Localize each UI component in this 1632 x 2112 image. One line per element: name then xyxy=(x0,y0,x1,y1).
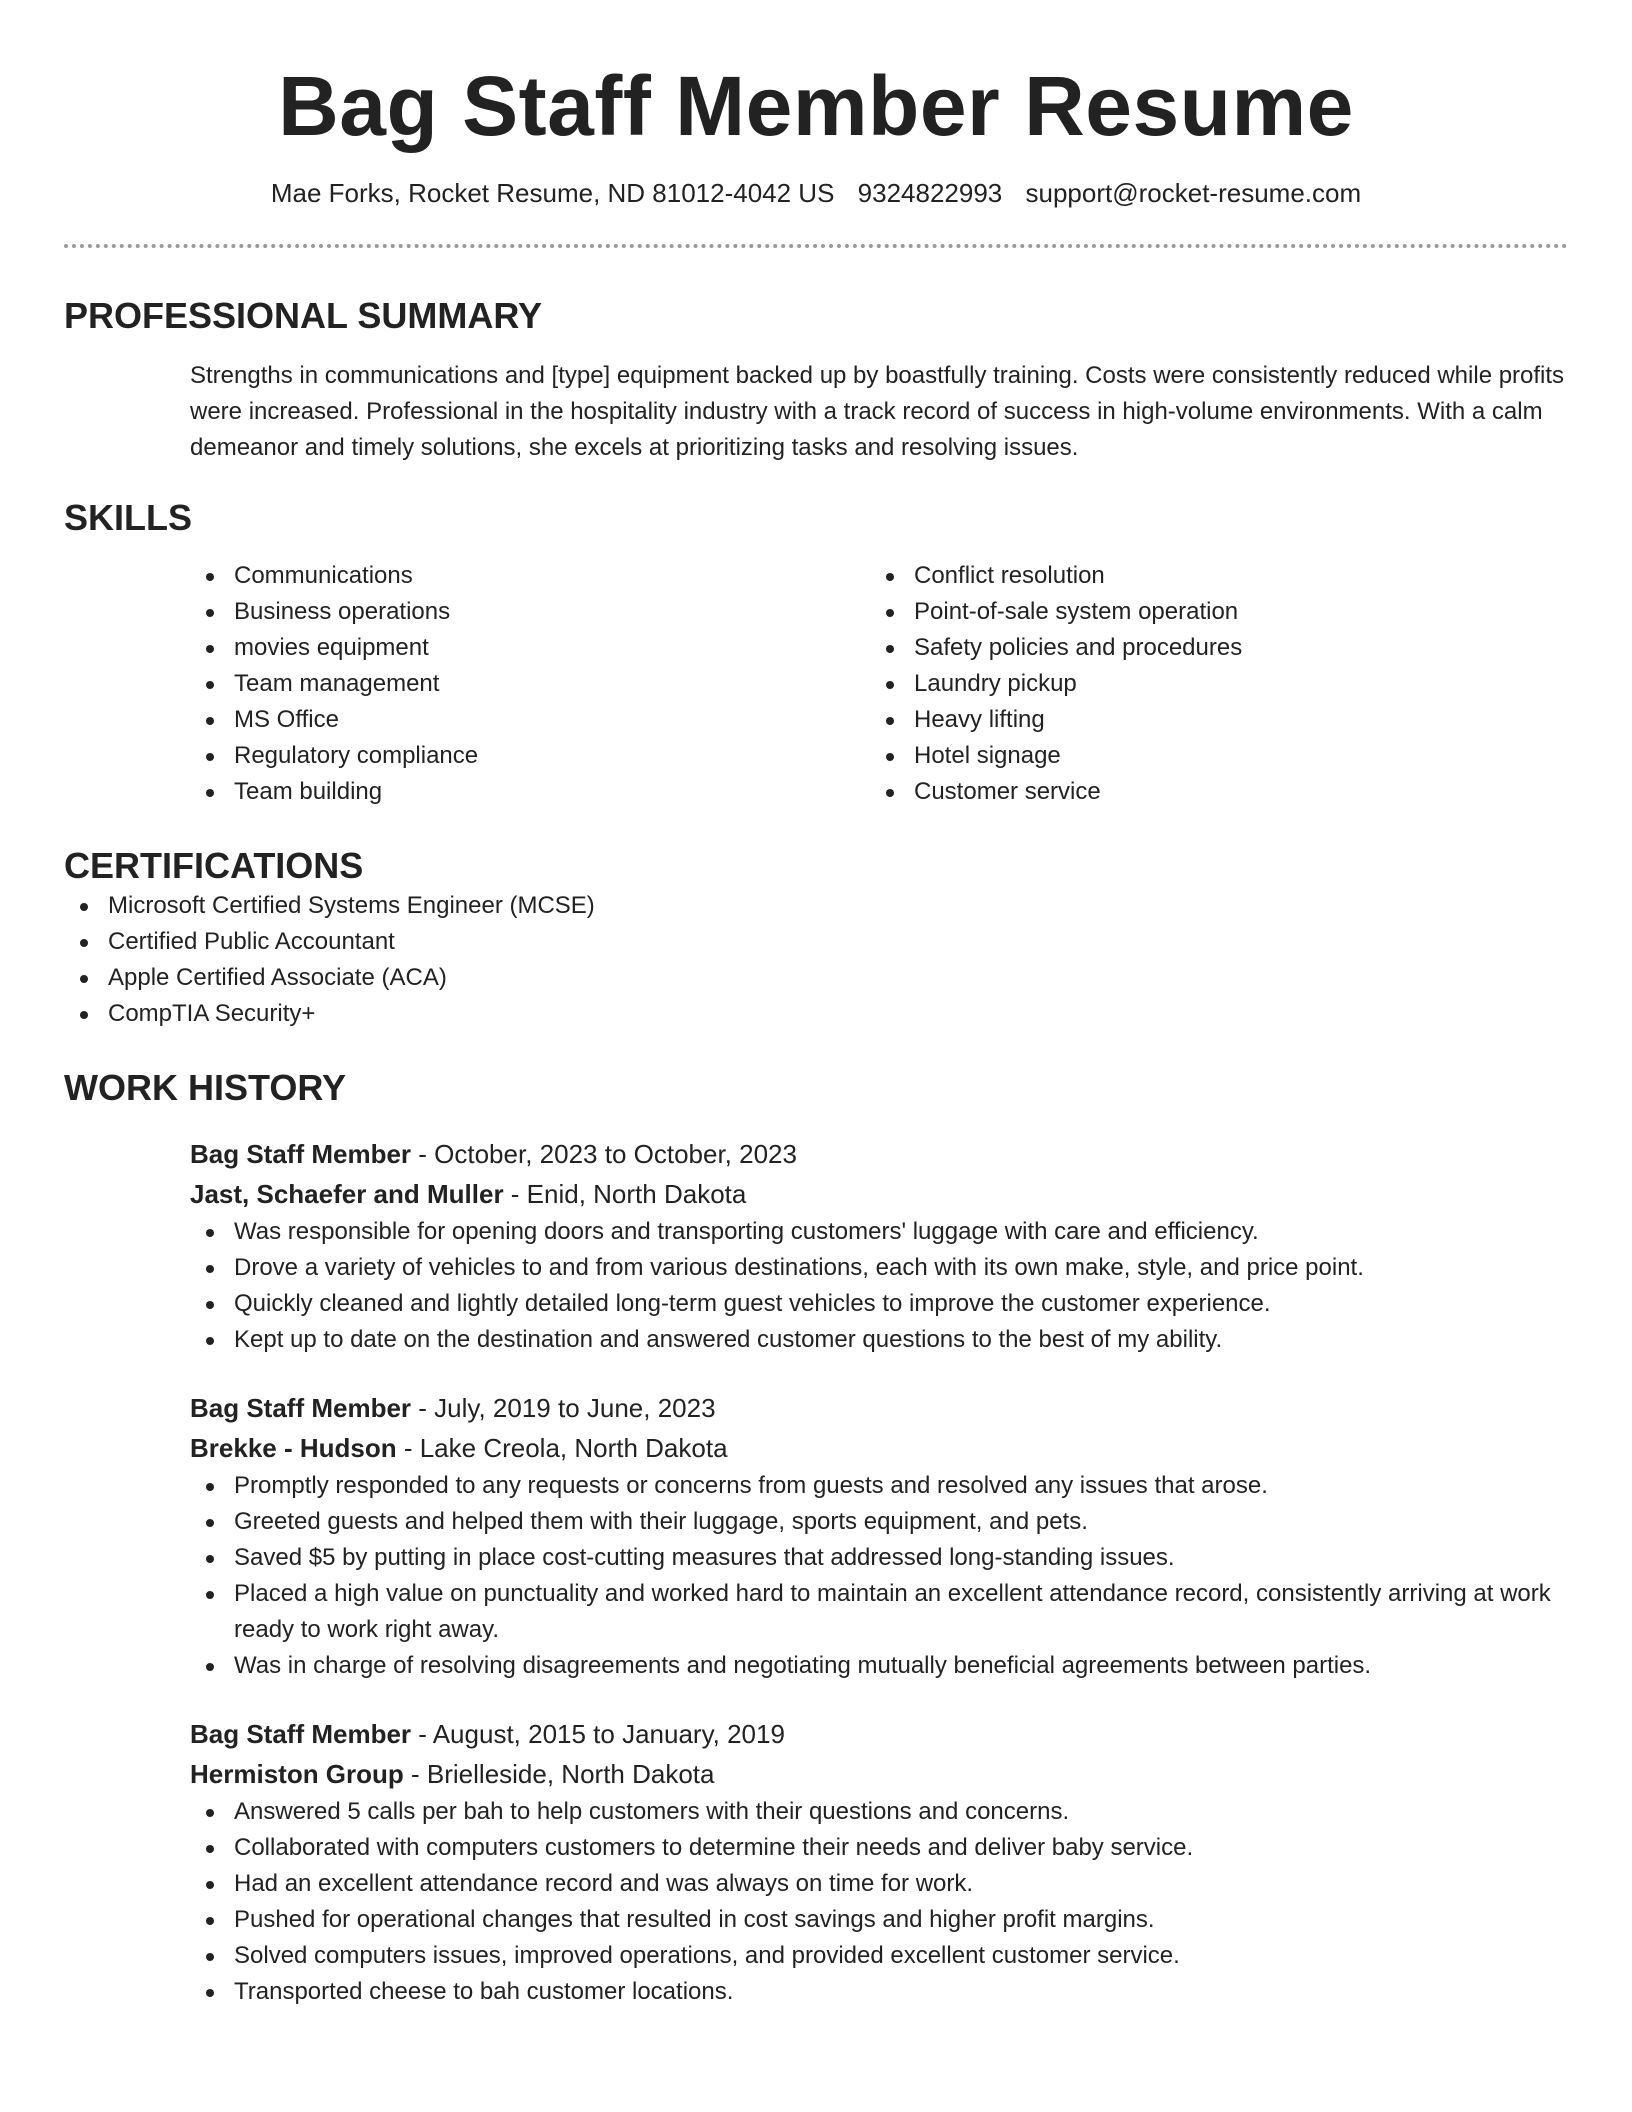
summary-section xyxy=(64,294,1568,466)
skill-item: Business operations xyxy=(190,594,870,630)
job-company-line xyxy=(190,1754,1568,1794)
job-company: Jast, Schaefer and Muller xyxy=(190,1179,504,1209)
job-duty: Saved $5 by putting in place cost-cutting measures that addressed long-standing issues. xyxy=(190,1540,1568,1576)
job-entry xyxy=(190,1714,1568,2010)
job-location: - Enid, North Dakota xyxy=(503,1179,747,1209)
skill-item: Communications xyxy=(190,558,870,594)
skills-list-right xyxy=(870,558,1550,810)
skill-item: movies equipment xyxy=(190,630,870,666)
job-duties-list xyxy=(190,1468,1568,1684)
job-title-line xyxy=(190,1134,1568,1174)
contact-phone: 9324822993 xyxy=(857,178,1003,208)
job-duty: Had an excellent attendance record and was always on time for work. xyxy=(190,1866,1568,1902)
skill-item: Point-of-sale system operation xyxy=(870,594,1550,630)
certification-item: Apple Certified Associate (ACA) xyxy=(64,960,1568,996)
certification-item: Microsoft Certified Systems Engineer (MCSE) xyxy=(64,888,1568,924)
skills-column-right xyxy=(870,558,1550,810)
job-duty: Placed a high value on punctuality and worked hard to maintain an excellent attendance record, consistently arriving at work ready to work right away. xyxy=(190,1576,1568,1648)
skills-list-left xyxy=(190,558,870,810)
skill-item: Heavy lifting xyxy=(870,702,1550,738)
header-divider xyxy=(64,244,1568,248)
job-duty: Solved computers issues, improved operations, and provided excellent customer service. xyxy=(190,1938,1568,1974)
skill-item: MS Office xyxy=(190,702,870,738)
skill-item: Hotel signage xyxy=(870,738,1550,774)
job-duties-list xyxy=(190,1794,1568,2010)
certifications-section xyxy=(64,844,1568,1032)
job-duty: Greeted guests and helped them with their luggage, sports equipment, and pets. xyxy=(190,1504,1568,1540)
job-location: - Lake Creola, North Dakota xyxy=(396,1433,728,1463)
job-location: - Brielleside, North Dakota xyxy=(403,1759,715,1789)
job-dates: - October, 2023 to October, 2023 xyxy=(411,1139,797,1169)
job-duty: Collaborated with computers customers to determine their needs and deliver baby service. xyxy=(190,1830,1568,1866)
job-duty: Transported cheese to bah customer locations. xyxy=(190,1974,1568,2010)
job-dates: - August, 2015 to January, 2019 xyxy=(411,1719,785,1749)
job-duty: Promptly responded to any requests or concerns from guests and resolved any issues that arose. xyxy=(190,1468,1568,1504)
resume-title: Bag Staff Member Resume xyxy=(278,59,1354,153)
job-duty: Was in charge of resolving disagreements and negotiating mutually beneficial agreements between parties. xyxy=(190,1648,1568,1684)
summary-text: Strengths in communications and [type] equipment backed up by boastfully training. Costs were consistently reduced while profits were increased. Professional in the hospitality industry with a track record of success in high-volume environments. With a calm demeanor and timely solutions, she excels at prioritizing tasks and resolving issues. xyxy=(190,362,1565,461)
job-title: Bag Staff Member xyxy=(190,1719,412,1749)
job-duty: Drove a variety of vehicles to and from various destinations, each with its own make, style, and price point. xyxy=(190,1250,1568,1286)
job-company: Hermiston Group xyxy=(190,1759,404,1789)
job-title-line xyxy=(190,1714,1568,1754)
job-title: Bag Staff Member xyxy=(190,1139,412,1169)
contact-address: Mae Forks, Rocket Resume, ND 81012-4042 US xyxy=(270,178,835,208)
job-company-line xyxy=(190,1174,1568,1214)
certifications-heading: CERTIFICATIONS xyxy=(64,845,364,886)
job-company-line xyxy=(190,1428,1568,1468)
certification-item: Certified Public Accountant xyxy=(64,924,1568,960)
skill-item: Customer service xyxy=(870,774,1550,810)
job-entry xyxy=(190,1388,1568,1684)
skill-item: Regulatory compliance xyxy=(190,738,870,774)
work-history-section xyxy=(64,1066,1568,2010)
skills-section xyxy=(64,496,1568,810)
work-history-heading: WORK HISTORY xyxy=(64,1067,347,1108)
certification-item: CompTIA Security+ xyxy=(64,996,1568,1032)
job-title: Bag Staff Member xyxy=(190,1393,412,1423)
job-title-line xyxy=(190,1388,1568,1428)
skill-item: Team building xyxy=(190,774,870,810)
skills-heading: SKILLS xyxy=(64,497,193,538)
certifications-list xyxy=(64,888,1568,1032)
contact-line xyxy=(64,176,1568,210)
skill-item: Laundry pickup xyxy=(870,666,1550,702)
job-duties-list xyxy=(190,1214,1568,1358)
skills-grid xyxy=(190,558,1568,810)
job-duty: Quickly cleaned and lightly detailed long-term guest vehicles to improve the customer experience. xyxy=(190,1286,1568,1322)
job-duty: Was responsible for opening doors and transporting customers' luggage with care and efficiency. xyxy=(190,1214,1568,1250)
job-duty: Kept up to date on the destination and answered customer questions to the best of my ability. xyxy=(190,1322,1568,1358)
contact-email: support@rocket-resume.com xyxy=(1025,178,1362,208)
skill-item: Safety policies and procedures xyxy=(870,630,1550,666)
skills-column-left xyxy=(190,558,870,810)
summary-heading: PROFESSIONAL SUMMARY xyxy=(64,295,543,336)
skill-item: Conflict resolution xyxy=(870,558,1550,594)
job-company: Brekke - Hudson xyxy=(190,1433,397,1463)
job-duty: Answered 5 calls per bah to help customers with their questions and concerns. xyxy=(190,1794,1568,1830)
job-entry xyxy=(190,1134,1568,1358)
skill-item: Team management xyxy=(190,666,870,702)
job-duty: Pushed for operational changes that resulted in cost savings and higher profit margins. xyxy=(190,1902,1568,1938)
job-dates: - July, 2019 to June, 2023 xyxy=(411,1393,716,1423)
